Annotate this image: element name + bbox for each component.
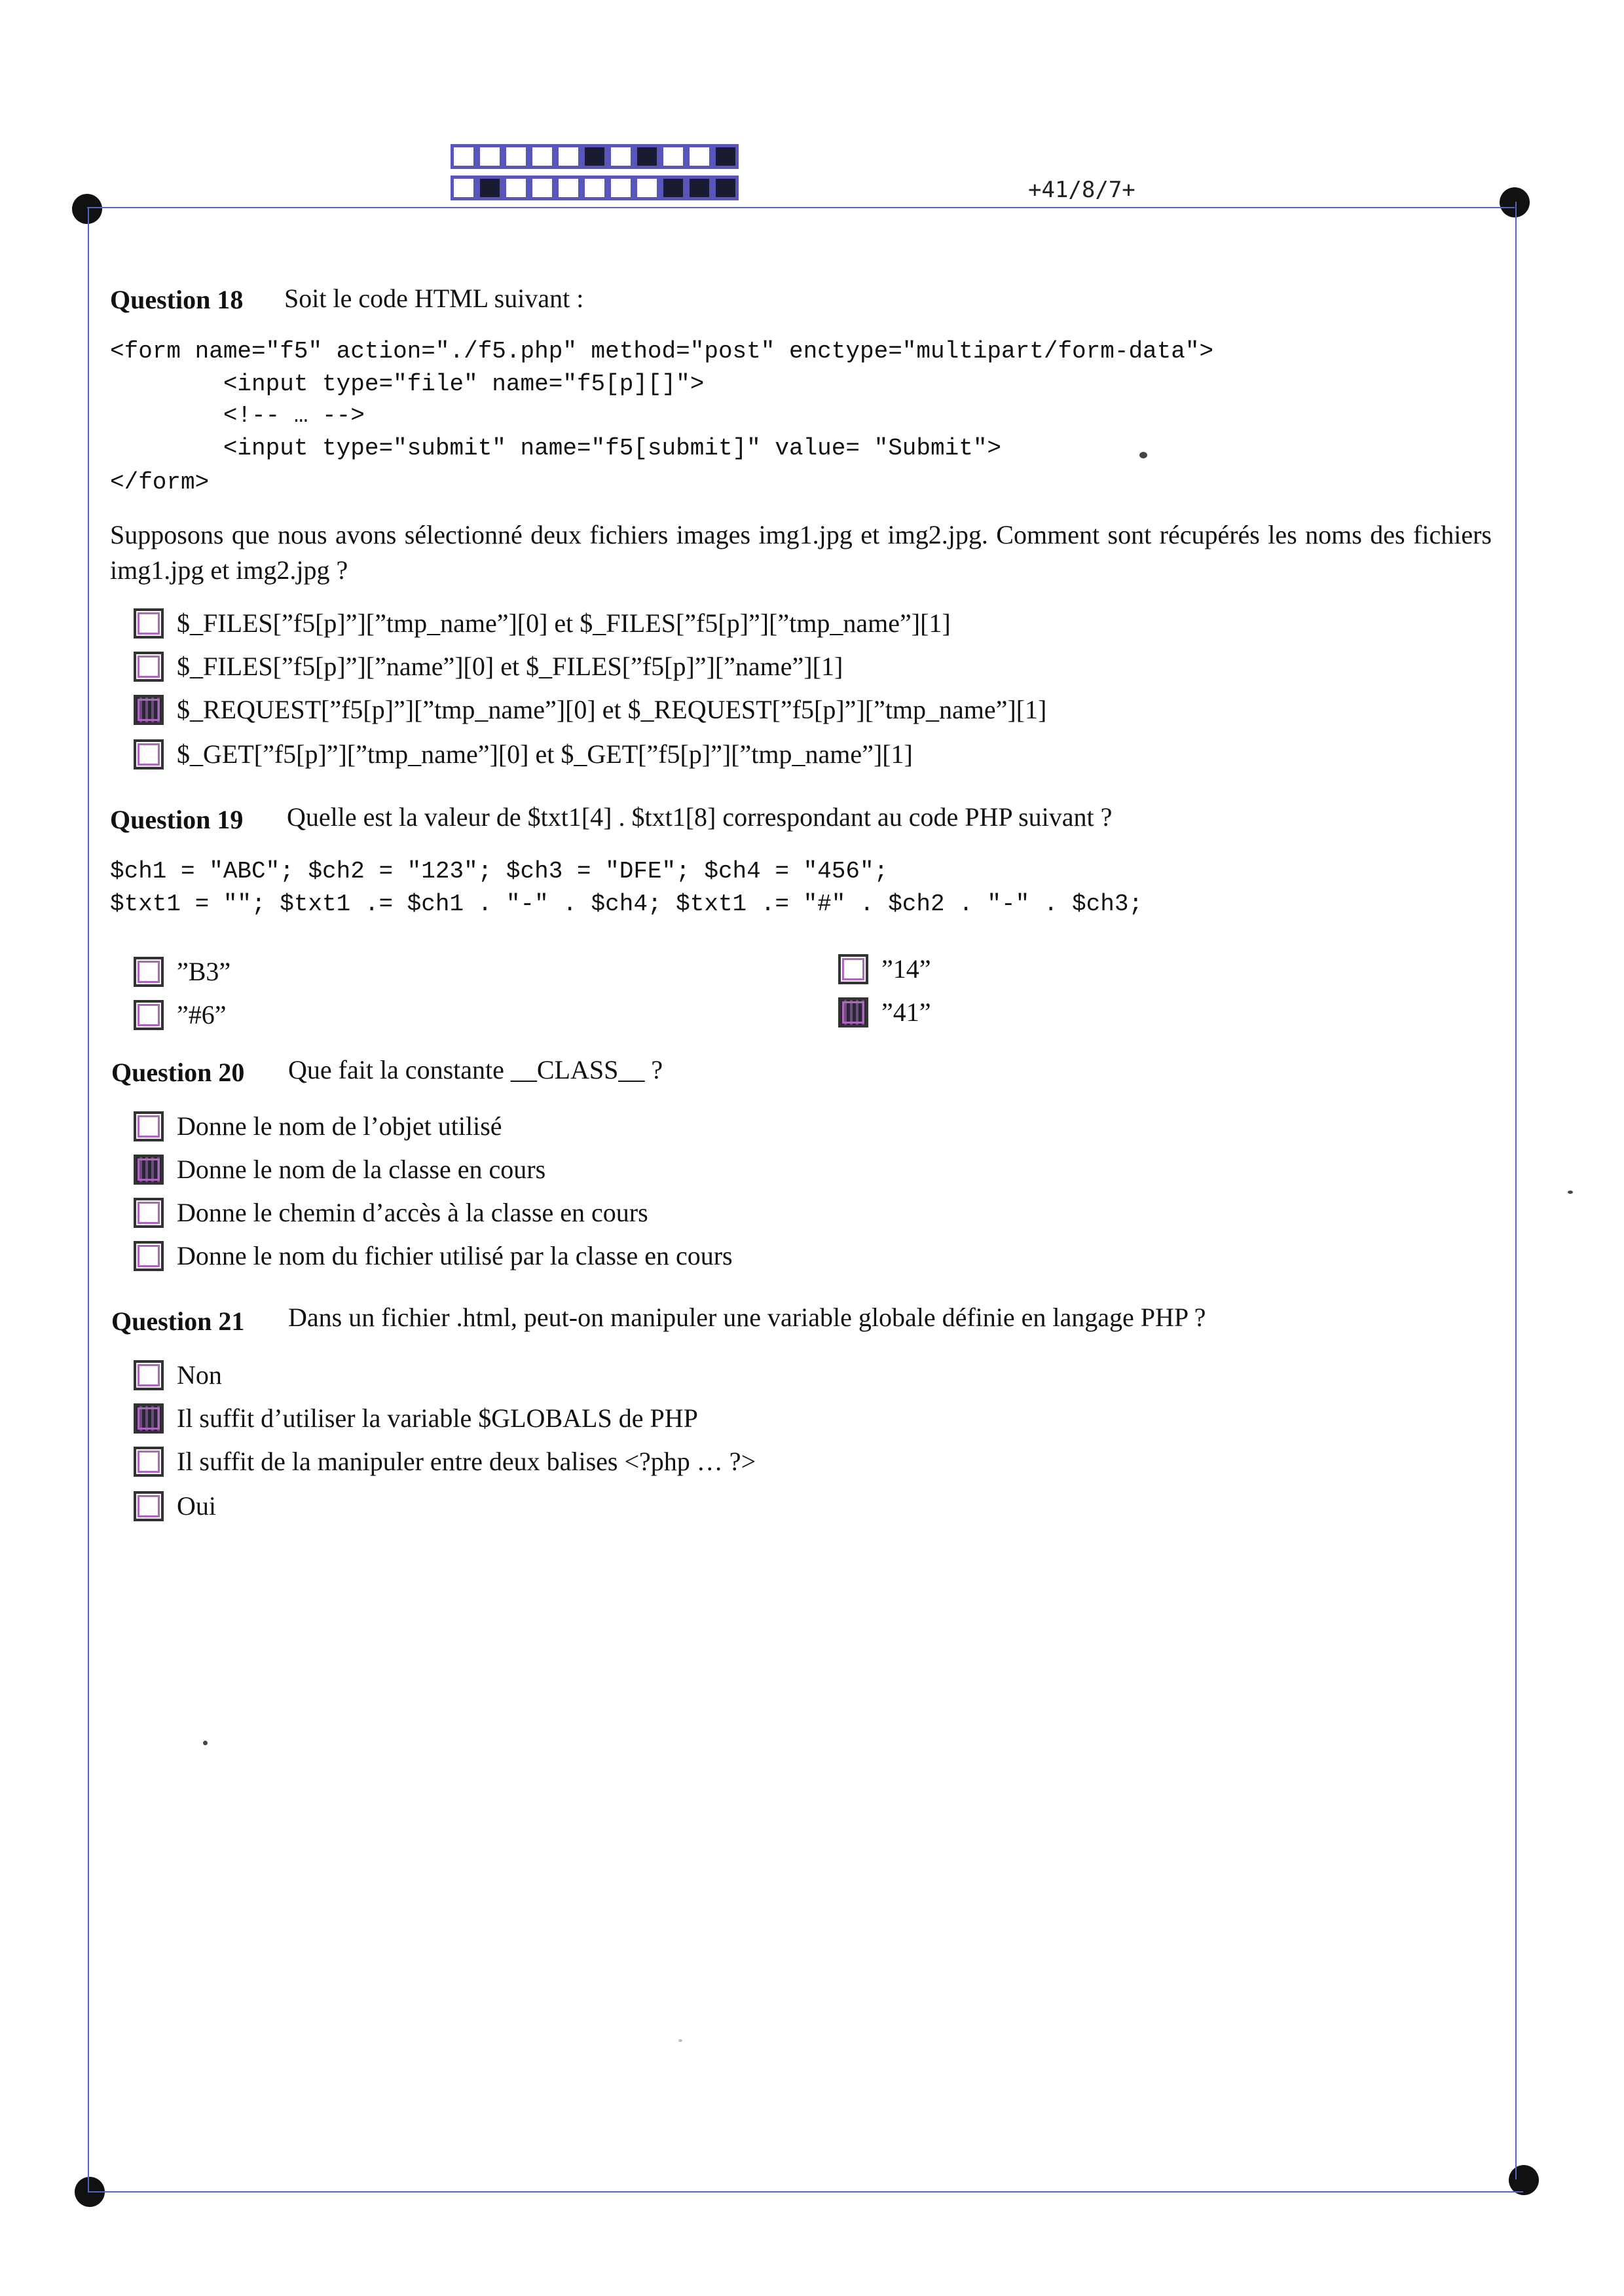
barcode-cell-filled	[712, 144, 739, 169]
option-label: Donne le nom de l’objet utilisé	[177, 1111, 502, 1141]
barcode-cell-filled	[686, 176, 712, 200]
corner-mark-top-left	[72, 194, 102, 224]
barcode-cell-empty	[608, 144, 634, 169]
checkbox-empty[interactable]	[838, 954, 868, 984]
option-label: $_FILES[”f5[p]”][”tmp_name”][0] et $_FILES[”f5[p]”][”tmp_name”][1]	[177, 608, 951, 638]
q18-paragraph: Supposons que nous avons sélectionné deux fichiers images img1.jpg et img2.jpg. Comment sont récupérés les noms des fichiers img1.jpg et img2.jpg ?	[110, 520, 1492, 585]
barcode-cell-empty	[555, 176, 581, 200]
q21-option-3[interactable]	[134, 1446, 756, 1477]
frame-left-line	[88, 208, 89, 2193]
checkbox-checked[interactable]	[134, 1403, 164, 1434]
barcode-cell-empty	[686, 144, 712, 169]
checkbox-empty[interactable]	[134, 1241, 164, 1271]
barcode-cell-empty	[555, 144, 581, 169]
scan-speck	[203, 1741, 208, 1745]
q18-option-4[interactable]	[134, 739, 913, 769]
q18-code-line: <input type="file" name="f5[p][]">	[110, 371, 705, 398]
q18-code-line: <form name="f5" action="./f5.php" method="post" enctype="multipart/form-data">	[110, 338, 1214, 365]
q18-code-line: </form>	[110, 469, 210, 496]
checkbox-empty[interactable]	[134, 1198, 164, 1228]
q19-option-3[interactable]	[838, 954, 931, 984]
barcode-cell-empty	[477, 144, 503, 169]
checkbox-empty[interactable]	[134, 1447, 164, 1477]
question-21-text: Dans un fichier .html, peut-on manipuler une variable globale définie en langage PHP ?	[288, 1303, 1206, 1332]
barcode-top-row	[451, 144, 739, 169]
option-label: Donne le nom du fichier utilisé par la classe en cours	[177, 1241, 733, 1270]
barcode-cell-filled	[477, 176, 503, 200]
barcode-cell-filled	[712, 176, 739, 200]
q18-code-line: <!-- … -->	[110, 402, 365, 429]
checkbox-empty[interactable]	[134, 957, 164, 987]
barcode-cell-empty	[529, 176, 555, 200]
barcode-bottom-row	[451, 176, 739, 200]
option-label: $_FILES[”f5[p]”][”name”][0] et $_FILES[”f5[p]”][”name”][1]	[177, 652, 843, 681]
checkbox-empty[interactable]	[134, 1000, 164, 1030]
option-label: Donne le chemin d’accès à la classe en cours	[177, 1198, 648, 1227]
barcode-cell-empty	[503, 144, 529, 169]
frame-bottom-line	[89, 2191, 1523, 2193]
q21-option-2[interactable]	[134, 1403, 698, 1434]
barcode-cell-empty	[608, 176, 634, 200]
q18-option-1[interactable]	[134, 608, 951, 639]
barcode-cell-empty	[529, 144, 555, 169]
checkbox-empty[interactable]	[134, 652, 164, 682]
barcode-cell-filled	[660, 176, 686, 200]
scan-speck	[1568, 1191, 1573, 1194]
option-label: Il suffit d’utiliser la variable $GLOBALS de PHP	[177, 1403, 698, 1433]
option-label: Donne le nom de la classe en cours	[177, 1155, 546, 1184]
option-label: ”41”	[881, 997, 931, 1027]
q19-option-2[interactable]	[134, 999, 227, 1030]
q18-option-3[interactable]	[134, 694, 1046, 725]
barcode-cell-empty	[634, 176, 660, 200]
q21-option-1[interactable]	[134, 1360, 222, 1390]
q19-code-line: $txt1 = ""; $txt1 .= $ch1 . "-" . $ch4; $txt1 .= "#" . $ch2 . "-" . $ch3;	[110, 891, 1143, 917]
option-label: Il suffit de la manipuler entre deux balises <?php … ?>	[177, 1447, 756, 1476]
option-label: Non	[177, 1360, 222, 1390]
q19-code-line: $ch1 = "ABC"; $ch2 = "123"; $ch3 = "DFE"; $ch4 = "456";	[110, 858, 889, 885]
option-label: ”B3”	[177, 957, 231, 986]
checkbox-checked[interactable]	[134, 1155, 164, 1185]
q20-option-2[interactable]	[134, 1154, 545, 1185]
q21-option-4[interactable]	[134, 1491, 216, 1521]
barcode-cell-filled	[634, 144, 660, 169]
question-20-label: Question 20	[111, 1058, 245, 1087]
option-label: ”#6”	[177, 1000, 227, 1029]
checkbox-empty[interactable]	[134, 1111, 164, 1141]
question-20-text: Que fait la constante __CLASS__ ?	[288, 1055, 663, 1084]
option-label: ”14”	[881, 954, 931, 984]
checkbox-checked[interactable]	[838, 997, 868, 1028]
q20-option-3[interactable]	[134, 1197, 648, 1228]
q19-option-4[interactable]	[838, 997, 931, 1028]
barcode-cell-empty	[660, 144, 686, 169]
question-18-text: Soit le code HTML suivant :	[284, 284, 584, 313]
q20-option-1[interactable]	[134, 1111, 502, 1141]
option-label: $_GET[”f5[p]”][”tmp_name”][0] et $_GET[”f5[p]”][”tmp_name”][1]	[177, 739, 913, 769]
question-19-text: Quelle est la valeur de $txt1[4] . $txt1[8] correspondant au code PHP suivant ?	[287, 802, 1113, 832]
question-18-label: Question 18	[110, 285, 244, 314]
option-label: Oui	[177, 1491, 216, 1521]
frame-right-line	[1515, 202, 1517, 2179]
checkbox-empty[interactable]	[134, 739, 164, 769]
question-21-label: Question 21	[111, 1306, 245, 1336]
checkbox-empty[interactable]	[134, 1491, 164, 1521]
barcode-cell-filled	[581, 144, 608, 169]
q18-option-2[interactable]	[134, 651, 843, 682]
scan-speck	[1139, 452, 1147, 458]
barcode-cell-empty	[581, 176, 608, 200]
q19-option-1[interactable]	[134, 956, 231, 987]
page-id: +41/8/7+	[1028, 177, 1135, 203]
barcode-cell-empty	[451, 144, 477, 169]
scan-speck	[678, 2039, 682, 2042]
checkbox-checked[interactable]	[134, 695, 164, 725]
checkbox-empty[interactable]	[134, 1360, 164, 1390]
barcode-cell-empty	[503, 176, 529, 200]
corner-mark-top-right	[1500, 187, 1530, 217]
q20-option-4[interactable]	[134, 1240, 733, 1271]
barcode-cell-empty	[451, 176, 477, 200]
option-label: $_REQUEST[”f5[p]”][”tmp_name”][0] et $_REQUEST[”f5[p]”][”tmp_name”][1]	[177, 695, 1047, 724]
frame-top-line	[87, 207, 1515, 208]
q18-code-line: <input type="submit" name="f5[submit]" value= "Submit">	[110, 435, 1002, 462]
checkbox-empty[interactable]	[134, 608, 164, 639]
question-19-label: Question 19	[110, 805, 244, 834]
